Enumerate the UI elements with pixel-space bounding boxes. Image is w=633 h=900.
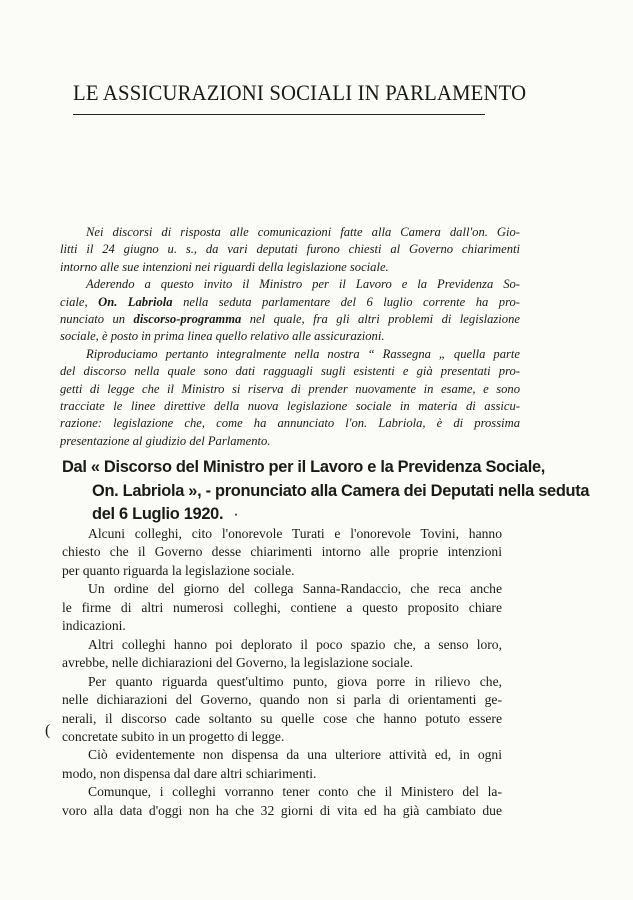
intro-line: razione: legislazione che, come ha annunciato l'on. Labriola, è di prossima <box>60 416 520 431</box>
intro-bold-name: On. Labriola <box>98 294 173 309</box>
intro-line: presentazione al giudizio del Parlamento. <box>60 433 271 448</box>
body-line: per quanto riguarda la legislazione sociale. <box>62 562 295 578</box>
body-line: nelle dichiarazioni del Governo, quando non si parla di orientamenti ge- <box>62 692 502 708</box>
intro-line: Riproduciamo pertanto integralmente nella nostra “ Rassegna „ quella parte <box>86 346 520 361</box>
body-line: le firme di altri numerosi colleghi, contiene a questo proposito chiare <box>62 599 502 615</box>
body-line: indicazioni. <box>62 618 126 634</box>
intro-line: litti il 24 giugno u. s., da vari deputati furono chiesti al Governo chiarimenti <box>60 242 520 257</box>
heading-line <box>62 503 517 527</box>
intro-text: nunciato un <box>60 312 126 327</box>
intro-line <box>60 311 520 328</box>
intro-line: Aderendo a questo invito il Ministro per il Lavoro e la Previdenza So- <box>86 277 520 292</box>
page-title: LE ASSICURAZIONI SOCIALI IN PARLAMENTO <box>73 80 527 105</box>
body-line: concretate subito in un progetto di legge. <box>62 728 285 744</box>
heading-line: On. Labriola », - pronunciato alla Camera dei Deputati nella seduta <box>92 481 590 500</box>
intro-text: ciale, <box>60 294 88 309</box>
margin-mark: ( <box>45 722 51 739</box>
heading-mark: · <box>233 505 239 523</box>
intro-line: sociale, è posto in prima linea quello relativo alle assicurazioni. <box>60 329 385 344</box>
intro-line: del discorso nella quale sono dati ragguagli sugli esistenti e già presentati pro- <box>60 364 520 379</box>
intro-line <box>60 294 520 311</box>
intro-line: getti di legge che il Ministro si riserva di prender nuovamente in esame, e sono <box>60 381 520 396</box>
intro-text: nella seduta parlamentare del 6 luglio corrente ha pro- <box>183 294 520 309</box>
intro-text: nel quale, fra gli altri problemi di legislazione <box>249 312 520 327</box>
title-underline <box>73 114 485 115</box>
intro-line: Nei discorsi di risposta alle comunicazioni fatte alla Camera dall'on. Gio- <box>86 225 520 239</box>
intro-bold-term: discorso-programma <box>133 312 242 327</box>
body-line: Comunque, i colleghi vorranno tener conto che il Ministero del la- <box>88 784 502 800</box>
body-line: Ciò evidentemente non dispensa da una ulteriore attività ed, in ogni <box>88 747 502 763</box>
intro-line: intorno alle sue intenzioni nei riguardi della legislazione sociale. <box>60 259 389 274</box>
body-line: Un ordine del giorno del collega Sanna-Randaccio, che reca anche <box>88 581 502 597</box>
body-line: nerali, il discorso cade soltanto su quelle cose che hanno potuto essere <box>62 710 502 726</box>
intro-section <box>60 224 520 450</box>
intro-line: tracciate le linee direttive della nuova legislazione sociale in materia di assicu- <box>60 399 520 414</box>
body-line: modo, non dispensa dal dare altri schiarimenti. <box>62 765 317 781</box>
body-line: Altri colleghi hanno poi deplorato il poco spazio che, a senso loro, <box>88 636 502 652</box>
body-line: voro alla data d'oggi non ha che 32 giorni di vita ed ha già cambiato due <box>62 802 502 818</box>
heading-date: del 6 Luglio 1920. <box>92 505 224 523</box>
body-line: Alcuni colleghi, cito l'onorevole Turati e l'onorevole Tovini, hanno <box>88 526 502 541</box>
body-line: avrebbe, nelle dichiarazioni del Governo, la legislazione sociale. <box>62 655 414 671</box>
speech-heading <box>62 456 590 527</box>
speech-body <box>62 525 502 820</box>
heading-line: Dal « Discorso del Ministro per il Lavoro e la Previdenza Sociale, <box>62 458 546 476</box>
body-line: chiesto che il Governo desse chiarimenti intorno alle proprie intenzioni <box>62 544 502 560</box>
body-line: Per quanto riguarda quest'ultimo punto, giova porre in rilievo che, <box>88 673 502 689</box>
